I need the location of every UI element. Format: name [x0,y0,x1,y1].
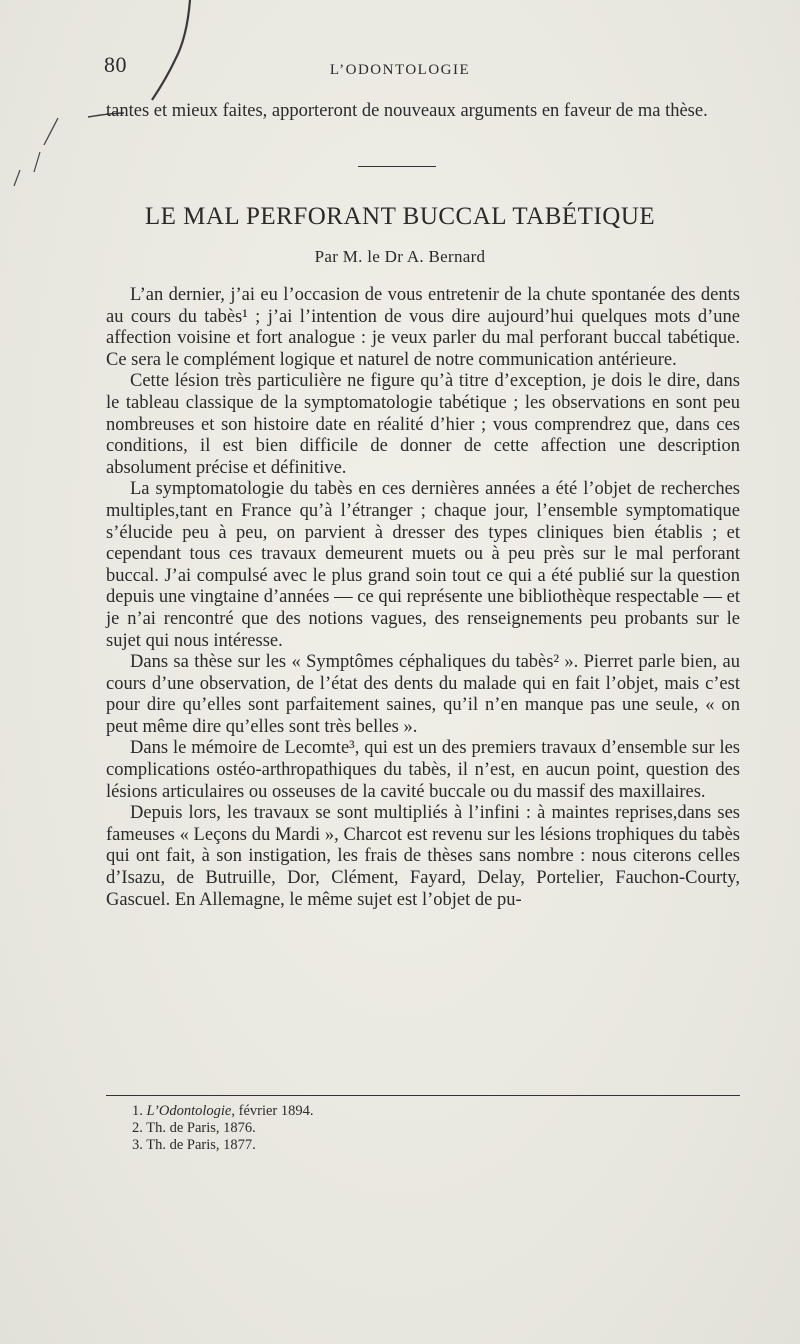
footnote [132,1120,314,1137]
running-title: L’ODONTOLOGIE [329,62,471,78]
carry-over-text: tantes et mieux faites, apporteront de nouveaux arguments en faveur de ma thèse. [106,101,708,121]
footnote-text: , février 1894. [231,1103,314,1119]
pencil-stroke-tail [14,152,40,186]
footnote-number: 1. [132,1103,143,1119]
footnote [132,1137,314,1154]
article-title: LE MAL PERFORANT BUCCAL TABÉTIQUE [144,203,656,230]
article-body [106,285,740,911]
paragraph: Cette lésion très particulière ne figure qu’à titre d’exception, je dois le dire, dans le tableau classique de la symptomatologie tabétique ; les observations en sont peu nombreuses et son histoire date en réalité d’hier ; vous comprendrez que, dans ces conditions, il est bien difficile de donner de cette affection une description absolument précise et définitive. [106,371,740,478]
paragraph: Depuis lors, les travaux se sont multipliés à l’infini : à maintes reprises,dans ses fameuses « Leçons du Mardi », Charcot est revenu sur les lésions trophiques du tabès qui ont fait, à son instigation, les frais de thèses sans nombre : nous citerons celles d’Isazu, de Butruille, Dor, Clément, Fayard, Delay, Portelier, Fauchon-Courty, Gascuel. En Allemagne, le même sujet est l’objet de pu- [106,803,740,910]
footnote-rule [106,1095,740,1096]
paragraph: L’an dernier, j’ai eu l’occasion de vous entretenir de la chute spontanée des dents au cours du tabès¹ ; j’ai l’intention de vous dire aujourd’hui quelques mots d’une affection voisine et fort analogue : je veux parler du mal perforant buccal tabétique. Ce sera le complément logique et naturel de notre communication antérieure. [106,285,740,370]
footnote-journal: L’Odontologie [146,1103,232,1119]
page-number: 80 [104,52,127,77]
pencil-stroke-hook [44,118,58,145]
footnote-number: 3. [132,1137,143,1153]
footnote [132,1103,314,1120]
footnote-text: Th. de Paris, 1877. [146,1137,256,1153]
paragraph: La symptomatologie du tabès en ces dernières années a été l’objet de recherches multiples,tant en France qu’à l’étranger ; chaque jour, l’ensemble symptomatique s’élucide peu à peu, on parvient à dresser des types cliniques bien établis ; et cependant tous ces travaux demeurent muets ou à peu près sur le mal perforant buccal. J’ai compulsé avec le plus grand soin tout ce qui a été publié sur la question depuis une vingtaine d’années — ce qui représente une bibliothèque respectable — et je n’ai rencontré que des notions vagues, des renseignements peu probants sur le sujet qui nous intéresse. [106,479,740,651]
footnote-text: Th. de Paris, 1876. [146,1120,256,1136]
footnotes [132,1103,314,1154]
paragraph: Dans sa thèse sur les « Symptômes céphaliques du tabès² ». Pierret parle bien, au cours d’une observation, de l’état des dents du malade qui en fait l’objet, mais c’est pour dire qu’elles sont parfaitement saines, qu’il n’en manque pas une seule, « on peut même dire qu’elles sont très belles ». [106,652,740,737]
article-byline: Par M. le Dr A. Bernard [314,247,486,266]
pencil-stroke-vertical [152,0,190,100]
section-rule [358,166,436,167]
paragraph: Dans le mémoire de Lecomte³, qui est un des premiers travaux d’ensemble sur les complications ostéo-arthropathiques du tabès, il n’est, en aucun point, question des lésions articulaires ou osseuses de la cavité buccale ou du massif des maxillaires. [106,738,740,802]
footnote-number: 2. [132,1120,143,1136]
